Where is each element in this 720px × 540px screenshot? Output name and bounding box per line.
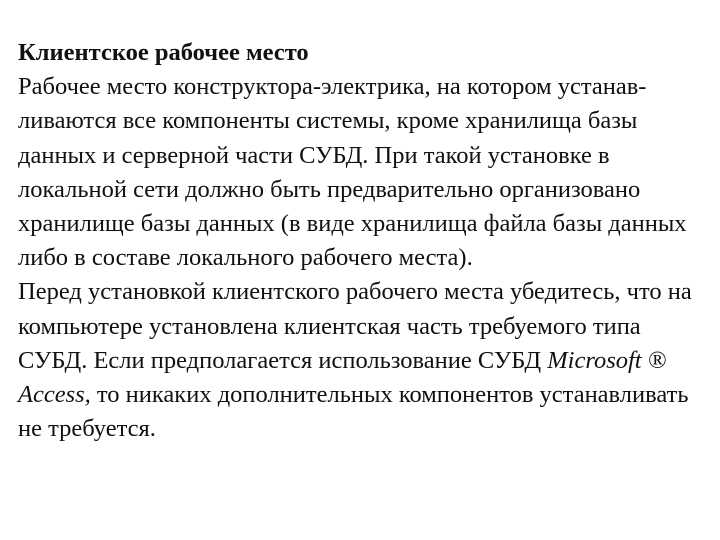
paragraph-instructions (18, 275, 708, 446)
paragraph-description: Рабочее место конструктора-электрика, на котором устанав-ливаются все компоненты системы, кроме хранилища базы данных и серверной части СУБД. При такой установке в локальной сети должно быть предварительно организовано хранилище базы данных (в виде хранилища файла базы данных либо в составе локального рабочего места). (18, 73, 687, 272)
slide-text-body (18, 36, 708, 446)
product-name: Microsoft ® Access, (18, 346, 667, 409)
slide-heading: Клиентское рабочее место (18, 39, 309, 66)
instructions-text-start: Перед установкой клиентского рабочего места убедитесь, что на компьютере установлена клиентская часть требуемого типа СУБД. Если предполагается использование СУБД (18, 278, 692, 374)
instructions-text-end: то никаких дополнительных компонентов устанавливать не требуется. (18, 381, 689, 443)
